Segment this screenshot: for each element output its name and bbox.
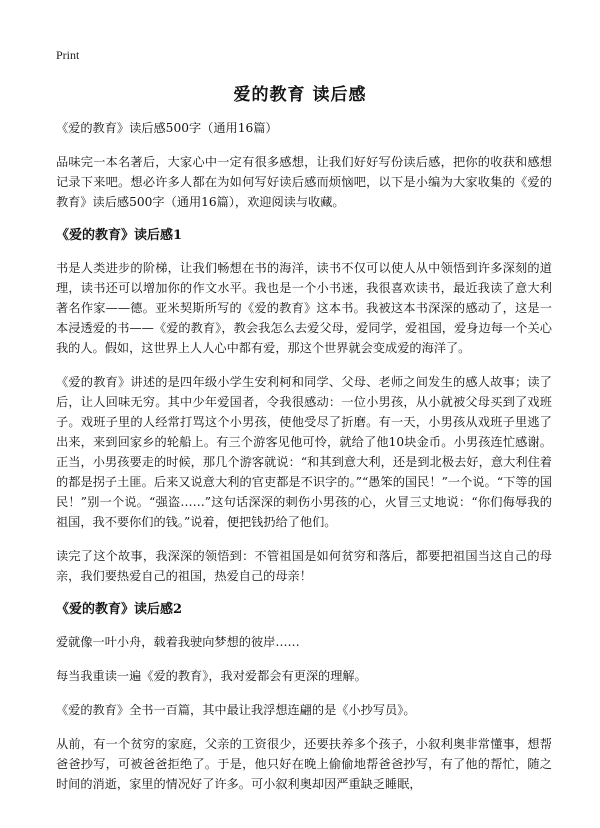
section-heading-2: 《爱的教育》读后感2 xyxy=(56,602,183,617)
page-title: 爱的教育 读后感 xyxy=(233,85,367,105)
section-heading-1: 《爱的教育》读后感1 xyxy=(56,228,183,243)
section-2-paragraph-3: 《爱的教育》全书一百篇，其中最让我浮想连翩的是《小抄写员》。 xyxy=(56,703,416,717)
article-subtitle: 《爱的教育》读后感500字（通用16篇） xyxy=(56,121,278,135)
section-1-paragraph-3: 读完了这个故事，我深深的领悟到：不管祖国是如何贫穷和落后，都要把祖国当这自己的母亲，我们要热爱自己的祖国，热爱自己的母亲！ xyxy=(56,549,552,583)
print-link[interactable]: Print xyxy=(56,48,80,62)
intro-paragraph: 品味完一本名著后，大家心中一定有很多感想，让我们好好写份读后感，把你的收获和感想记录下来吧。想必许多人都在为如何写好读后感而烦恼吧，以下是小编为大家收集的《爱的教育》读后感500字（通用16篇），欢迎阅读与收藏。 xyxy=(56,155,552,209)
section-2-paragraph-2: 每当我重读一遍《爱的教育》，我对爱都会有更深的理解。 xyxy=(56,669,367,683)
section-2-paragraph-4: 从前，有一个贫穷的家庭，父亲的工资很少，还要扶养多个孩子，小叙利奥非常懂事，想帮爸爸抄写，可被爸爸拒绝了。于是，他只好在晚上偷偷地帮爸爸抄写，有了他的帮忙，随之时间的消逝，家里的情况好了许多。可小叙利奥却因严重缺乏睡眠， xyxy=(56,737,552,791)
article-body xyxy=(56,118,552,808)
section-1-paragraph-1: 书是人类进步的阶梯，让我们畅想在书的海洋，读书不仅可以使人从中领悟到许多深刻的道理，读书还可以增加你的作文水平。我也是一个小书迷，我很喜欢读书，最近我读了意大利著名作家——德。亚米契斯所写的《爱的教育》这本书。我被这本书深深的感动了，这是一本浸透爱的书——《爱的教育》，教会我怎么去爱父母，爱同学，爱祖国，爱身边每一个关心我的人。假如，这世界上人人心中都有爱，那这个世界就会变成爱的海洋了。 xyxy=(56,261,552,355)
section-2-paragraph-1: 爱就像一叶小舟，载着我驶向梦想的彼岸…… xyxy=(56,635,300,649)
section-1-paragraph-2: 《爱的教育》讲述的是四年级小学生安利柯和同学、父母、老师之间发生的感人故事；读了后，让人回味无穷。其中少年爱国者，令我很感动：一位小男孩，从小就被父母买到了戏班子。戏班子里的人经常打骂这个小男孩，使他受尽了折磨。有一天，小男孩从戏班子里逃了出来，来到回家乡的轮船上。有三个游客见他可怜，就给了他10块金币。小男孩连忙感谢。正当，小男孩要走的时候，那几个游客就说：“和其到意大利，还是到北极去好，意大利住着的都是拐子土匪。后来又说意大利的官吏都是不识字的。”“愚笨的国民！”一个说。“下等的国民！”别一个说。“强盗……”这句话深深的刺伤小男孩的心，火冒三丈地说：“你们侮辱我的祖国，我不要你们的钱。”说着，便把钱扔给了他们。 xyxy=(56,375,552,529)
